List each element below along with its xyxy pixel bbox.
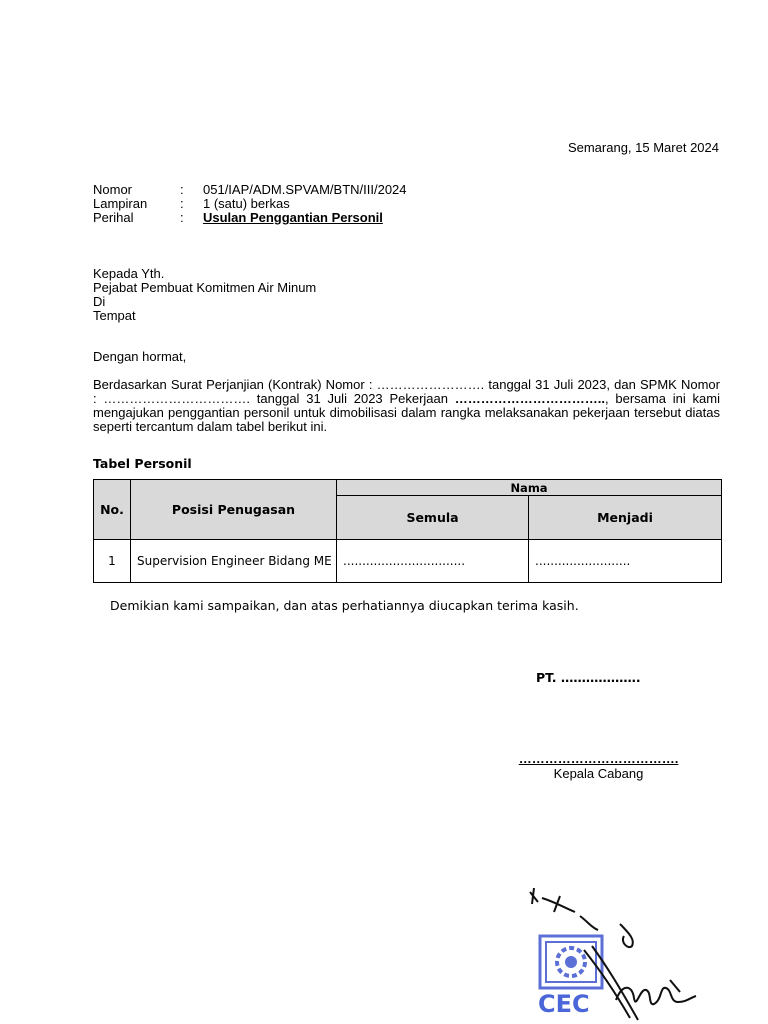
stamp-text: CEC <box>538 990 590 1018</box>
body-text-bold: …………………………….. <box>454 391 605 406</box>
meta-label-lampiran: Lampiran <box>93 196 148 211</box>
company-stamp-signature <box>520 880 720 1024</box>
header-menjadi: Menjadi <box>529 496 722 540</box>
header-semula: Semula <box>337 496 529 540</box>
meta-value-perihal: Usulan Penggantian Personil <box>203 210 383 225</box>
table-title: Tabel Personil <box>93 456 192 471</box>
recipient-line: Kepada Yth. <box>93 266 165 281</box>
signatory-title: Kepala Cabang <box>553 766 644 781</box>
row-menjadi: ......................... <box>529 540 722 583</box>
row-posisi: Supervision Engineer Bidang ME <box>131 540 337 583</box>
recipient-line: Tempat <box>93 308 136 323</box>
stamp-logo-icon <box>538 936 602 1018</box>
table-row <box>94 540 722 583</box>
salutation: Dengan hormat, <box>93 349 187 364</box>
personil-table <box>93 479 722 583</box>
meta-value-nomor: 051/IAP/ADM.SPVAM/BTN/III/2024 <box>203 182 407 197</box>
meta-label-perihal: Perihal <box>93 210 134 225</box>
header-posisi: Posisi Penugasan <box>131 480 337 540</box>
signatory-name: ………………………………. <box>518 751 679 766</box>
place-date: Semarang, 15 Maret 2024 <box>567 140 719 155</box>
meta-colon-nomor: : <box>180 182 184 197</box>
body-paragraph <box>93 378 720 434</box>
body-text-2: , bersama ini kami mengajukan penggantian personil untuk dimobilisasi dalam rangka melaksanakan pekerjaan tersebut diatas seperti tercantum dalam tabel berikut ini. <box>93 391 720 434</box>
meta-colon-perihal: : <box>180 210 184 225</box>
recipient-line: Pejabat Pembuat Komitmen Air Minum <box>93 280 317 295</box>
header-nama: Nama <box>337 480 722 496</box>
company-name: PT. ………………. <box>536 670 641 685</box>
meta-colon-lampiran: : <box>180 196 184 211</box>
body-text-1: Berdasarkan Surat Perjanjian (Kontrak) Nomor : ……………………. tanggal 31 Juli 2023, dan SPMK Nomor : ……………………………. tanggal 31 Juli 2023 Pekerjaan <box>93 377 720 406</box>
row-semula: ................................ <box>337 540 529 583</box>
closing-sentence: Demikian kami sampaikan, dan atas perhatiannya diucapkan terima kasih. <box>110 598 579 613</box>
header-no: No. <box>94 480 131 540</box>
meta-label-nomor: Nomor <box>93 182 133 197</box>
meta-value-lampiran: 1 (satu) berkas <box>203 196 290 211</box>
recipient-line: Di <box>93 294 106 309</box>
row-no: 1 <box>94 540 131 583</box>
